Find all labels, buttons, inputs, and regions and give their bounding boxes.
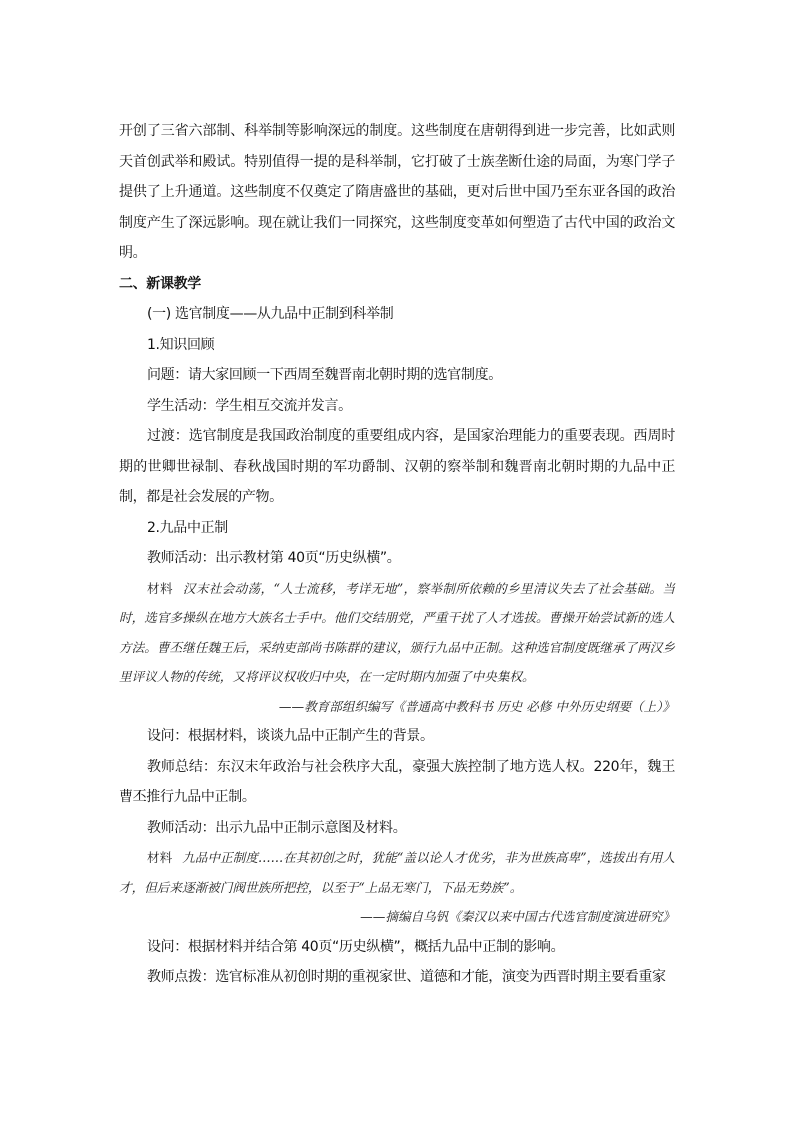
material-2-source: ——摘编自乌钒《秦汉以来中国古代选官制度演进研究》 xyxy=(360,909,675,924)
transition-paragraph: 过渡：选官制度是我国政治制度的重要组成内容，是国家治理能力的重要表现。西周时期的世卿世禄制、春秋战国时期的军功爵制、汉朝的察举制和魏晋南北朝时期的九品中正制，都是社会发展的产物。 xyxy=(119,428,675,505)
teacher-activity-paragraph: 教师活动：出示教材第 40页“历史纵横”。 xyxy=(147,550,401,566)
teacher-activity-2-paragraph: 教师活动：出示九品中正制示意图及材料。 xyxy=(147,819,407,836)
subsection-heading: (一) 选官制度——从九品中正制到科举制 xyxy=(147,306,394,322)
knowledge-review-heading: 1.知识回顾 xyxy=(147,336,215,353)
intro-paragraph: 开创了三省六部制、科举制等影响深远的制度。这些制度在唐朝得到进一步完善，比如武则天首创武举和殿试。特别值得一提的是科举制，它打破了士族垄断仕途的局面，为寒门学子提供了上升通道。这些制度不仅奠定了隋唐盛世的基础，更对后世中国乃至东亚各国的政治制度产生了深远影响。现在就让我们一同探究，这些制度变革如何塑造了古代中国的政治文明。 xyxy=(119,123,675,261)
question-paragraph: 问题：请大家回顾一下西周至魏晋南北朝时期的选官制度。 xyxy=(147,367,502,383)
document-body xyxy=(119,116,675,993)
question-3-paragraph: 设问：根据材料并结合第 40页“历史纵横”，概括九品中正制的影响。 xyxy=(147,938,565,955)
teacher-guidance-paragraph: 教师点拨：选官标准从初创时期的重视家世、道德和才能，演变为西晋时期主要看重家 xyxy=(147,969,666,985)
material-1 xyxy=(119,574,675,692)
material-2-text: 九品中正制度……在其初创之时，犹能“盖以论人才优劣，非为世族高卑”，选拔出有用人才，但后来逐渐被门阀世族所把控，以至于“上品无寒门，下品无势族”。 xyxy=(119,850,675,895)
question-2-paragraph: 设问：根据材料，谈谈九品中正制产生的背景。 xyxy=(147,728,434,744)
student-activity-paragraph: 学生活动：学生相互交流并发言。 xyxy=(147,397,352,414)
material-1-source: ——教育部组织编写《普通高中教科书 历史 必修 中外历史纲要（上）》 xyxy=(278,698,675,714)
section-heading: 二、新课教学 xyxy=(119,275,201,292)
material-label: 材料 xyxy=(147,850,173,865)
material-label: 材料 xyxy=(147,580,173,596)
nine-rank-heading: 2.九品中正制 xyxy=(147,519,228,536)
teacher-summary-paragraph: 教师总结：东汉末年政治与社会秩序大乱，豪强大族控制了地方选人权。220年，魏王曹丕推行九品中正制。 xyxy=(119,758,675,805)
material-2 xyxy=(119,843,675,902)
material-1-text: 汉末社会动荡，“人士流移，考详无地”，察举制所依赖的乡里清议失去了社会基础。当时，选官多操纵在地方大族名士手中。他们交结朋党，严重干扰了人才选拔。曹操开始尝试新的选人方法。曹丕继任魏王后，采纳吏部尚书陈群的建议，颁行九品中正制。这种选官制度既继承了两汉乡里评议人物的传统，又将评议权收归中央，在一定时期内加强了中央集权。 xyxy=(119,580,675,684)
